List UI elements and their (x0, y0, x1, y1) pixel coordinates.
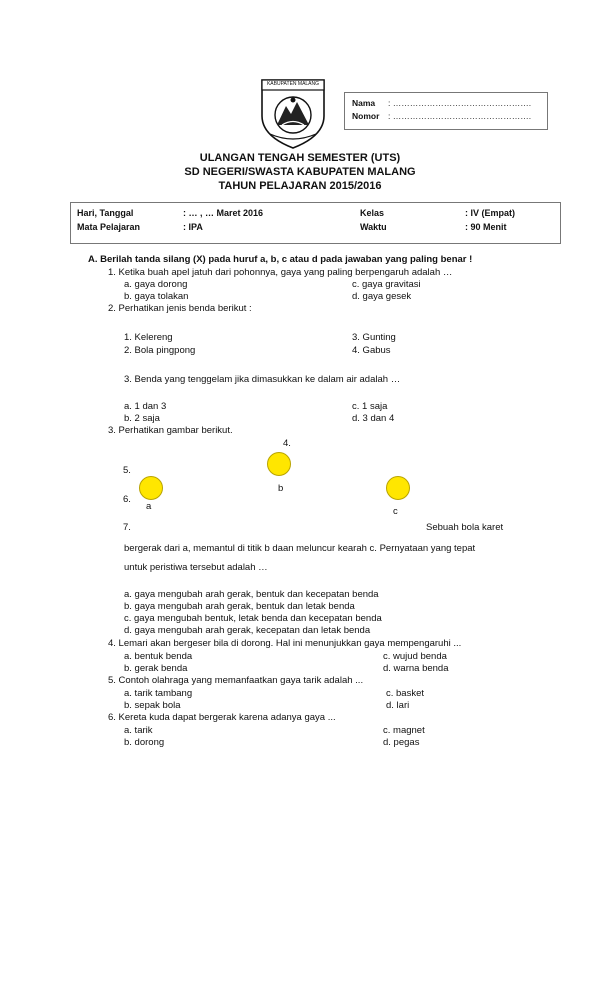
q3-option-d[interactable]: d. gaya mengubah arah gerak, kecepatan dan letak benda (124, 625, 371, 636)
q3-option-c[interactable]: c. gaya mengubah bentuk, letak benda dan kecepatan benda (124, 613, 382, 624)
label-a: a (146, 501, 152, 512)
ball-a (139, 476, 163, 500)
question-5: 5. Contoh olahraga yang memanfaatkan gaya tarik adalah ... (108, 675, 364, 686)
kelas-label: Kelas (360, 208, 385, 218)
q3-option-a[interactable]: a. gaya mengubah arah gerak, bentuk dan kecepatan benda (124, 589, 379, 600)
q3-number-5: 5. (123, 465, 131, 476)
section-a-instruction: A. Berilah tanda silang (X) pada huruf a, b, c atau d pada jawaban yang paling benar ! (88, 254, 473, 265)
q3-number-6: 6. (123, 494, 131, 505)
question-1: 1. Ketika buah apel jatuh dari pohonnya, gaya yang paling berpengaruh adalah … (108, 267, 453, 278)
q4-option-b[interactable]: b. gerak benda (124, 663, 188, 674)
year-title: TAHUN PELAJARAN 2015/2016 (218, 180, 382, 192)
hari-value: : … , … Maret 2016 (183, 208, 264, 218)
q1-option-b[interactable]: b. gaya tolakan (124, 291, 189, 302)
q3-description-3: untuk peristiwa tersebut adalah … (124, 562, 268, 573)
q6-option-c[interactable]: c. magnet (383, 725, 425, 736)
exam-title: ULANGAN TENGAH SEMESTER (UTS) (199, 152, 401, 164)
question-4: 4. Lemari akan bergeser bila di dorong. Hal ini menunjukkan gaya mempengaruhi ... (108, 638, 462, 649)
school-title: SD NEGERI/SWASTA KABUPATEN MALANG (184, 166, 416, 178)
waktu-label: Waktu (360, 222, 387, 232)
nama-label: Nama (352, 98, 376, 108)
q2-item-1: 1. Kelereng (124, 332, 173, 343)
question-2: 2. Perhatikan jenis benda berikut : (108, 303, 252, 314)
q2-item-3: 3. Gunting (352, 332, 396, 343)
nama-field[interactable]: : …………………………………………. (388, 98, 532, 108)
nomor-field[interactable]: : …………………………………………. (388, 111, 532, 121)
q1-option-d[interactable]: d. gaya gesek (352, 291, 412, 302)
q6-option-d[interactable]: d. pegas (383, 737, 420, 748)
q2-option-d[interactable]: d. 3 dan 4 (352, 413, 395, 424)
q3-number-7: 7. (123, 522, 131, 533)
q3-number-4: 4. (283, 438, 291, 449)
q2-option-b[interactable]: b. 2 saja (124, 413, 160, 424)
question-3: 3. Perhatikan gambar berikut. (108, 425, 233, 436)
logo-text: KABUPATEN MALANG (266, 81, 320, 87)
q3-description-2: bergerak dari a, memantul di titik b daan meluncur kearah c. Pernyataan yang tepat (124, 543, 476, 554)
label-c: c (393, 506, 398, 517)
label-b: b (278, 483, 284, 494)
nomor-label: Nomor (352, 111, 380, 121)
q5-option-a[interactable]: a. tarik tambang (124, 688, 193, 699)
mapel-label: Mata Pelajaran (77, 222, 141, 232)
waktu-value: : 90 Menit (465, 222, 507, 232)
q4-option-d[interactable]: d. warna benda (383, 663, 449, 674)
ball-c (386, 476, 410, 500)
kelas-value: : IV (Empat) (465, 208, 516, 218)
q2-item-2: 2. Bola pingpong (124, 345, 196, 356)
q2-subquestion: 3. Benda yang tenggelam jika dimasukkan ke dalam air adalah … (124, 374, 401, 385)
q2-item-4: 4. Gabus (352, 345, 391, 356)
q5-option-c[interactable]: c. basket (386, 688, 425, 699)
regency-seal-icon (258, 78, 328, 150)
q3-description-1: Sebuah bola karet (426, 522, 504, 533)
q6-option-a[interactable]: a. tarik (124, 725, 153, 736)
q2-option-a[interactable]: a. 1 dan 3 (124, 401, 167, 412)
hari-label: Hari, Tanggal (77, 208, 134, 218)
q3-option-b[interactable]: b. gaya mengubah arah gerak, bentuk dan letak benda (124, 601, 355, 612)
q1-option-c[interactable]: c. gaya gravitasi (352, 279, 421, 290)
q4-option-c[interactable]: c. wujud benda (383, 651, 447, 662)
q5-option-d[interactable]: d. lari (386, 700, 410, 711)
q4-option-a[interactable]: a. bentuk benda (124, 651, 193, 662)
mapel-value: : IPA (183, 222, 203, 232)
q6-option-b[interactable]: b. dorong (124, 737, 165, 748)
ball-b (267, 452, 291, 476)
q1-option-a[interactable]: a. gaya dorong (124, 279, 188, 290)
q2-option-c[interactable]: c. 1 saja (352, 401, 388, 412)
question-6: 6. Kereta kuda dapat bergerak karena adanya gaya ... (108, 712, 336, 723)
q5-option-b[interactable]: b. sepak bola (124, 700, 181, 711)
